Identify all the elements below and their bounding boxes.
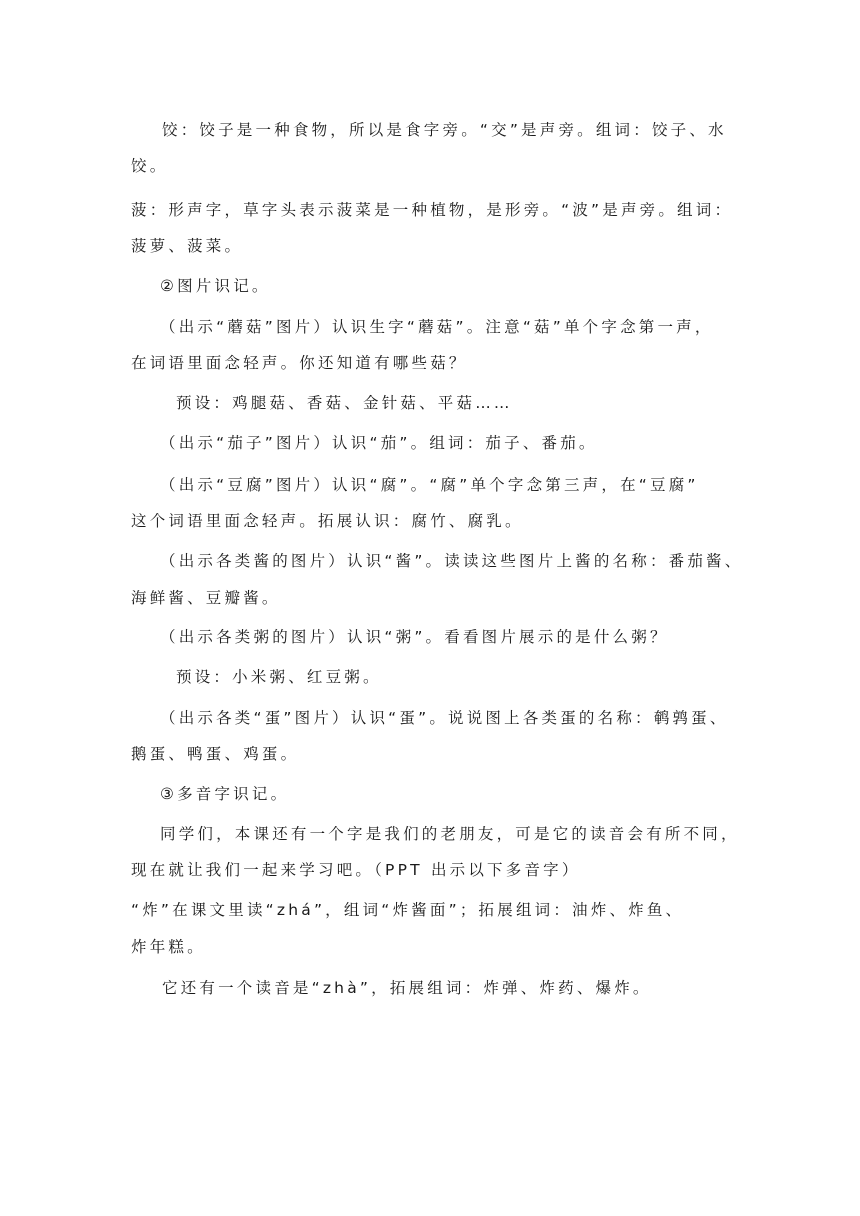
paragraph-line: 同学们，本课还有一个字是我们的老朋友，可是它的读音会有所不同，	[160, 825, 740, 843]
section-heading: ③多音字识记。	[160, 785, 290, 803]
paragraph-line: 这个词语里面念轻声。拓展认识：腐竹、腐乳。	[131, 512, 524, 530]
paragraph-line: （出示各类“蛋”图片）认识“蛋”。说说图上各类蛋的名称：鹌鹑蛋、	[160, 709, 729, 727]
paragraph-line: 海鲜酱、豆瓣酱。	[131, 589, 281, 607]
section-heading: ②图片识记。	[160, 277, 271, 295]
paragraph-line: 饺：饺子是一种食物，所以是食字旁。“交”是声旁。组词：饺子、水	[162, 121, 727, 139]
paragraph-line: （出示“豆腐”图片）认识“腐”。“腐”单个字念第三声，在“豆腐”	[160, 476, 699, 494]
paragraph-line: 菠：形声字，草字头表示菠菜是一种植物，是形旁。“波”是声旁。组词：	[131, 201, 734, 219]
paragraph-line: 它还有一个读音是“zhà”，拓展组词：炸弹、炸药、爆炸。	[162, 979, 652, 997]
paragraph-line: （出示“茄子”图片）认识“茄”。组词：茄子、番茄。	[160, 434, 598, 452]
paragraph-line: 现在就让我们一起来学习吧。（PPT 出示以下多音字）	[131, 861, 581, 879]
paragraph-line: 炸年糕。	[131, 938, 206, 956]
paragraph-line: 饺。	[131, 157, 169, 175]
paragraph-line: （出示“蘑菇”图片）认识生字“蘑菇”。注意“菇”单个字念第一声，	[160, 318, 714, 336]
paragraph-line: 在词语里面念轻声。你还知道有哪些菇？	[131, 354, 468, 372]
paragraph-line: （出示各类酱的图片）认识“酱”。读读这些图片上酱的名称：番茄酱、	[160, 552, 744, 570]
paragraph-line: 预设：鸡腿菇、香菇、金针菇、平菇……	[176, 394, 513, 412]
paragraph-line: 鹅蛋、鸭蛋、鸡蛋。	[131, 745, 300, 763]
paragraph-line: “炸”在课文里读“zhá”，组词“炸酱面”；拓展组词：油炸、炸鱼、	[131, 901, 685, 919]
paragraph-line: 预设：小米粥、红豆粥。	[176, 668, 382, 686]
paragraph-line: 菠萝、菠菜。	[131, 237, 244, 255]
paragraph-line: （出示各类粥的图片）认识“粥”。看看图片展示的是什么粥？	[160, 628, 669, 646]
